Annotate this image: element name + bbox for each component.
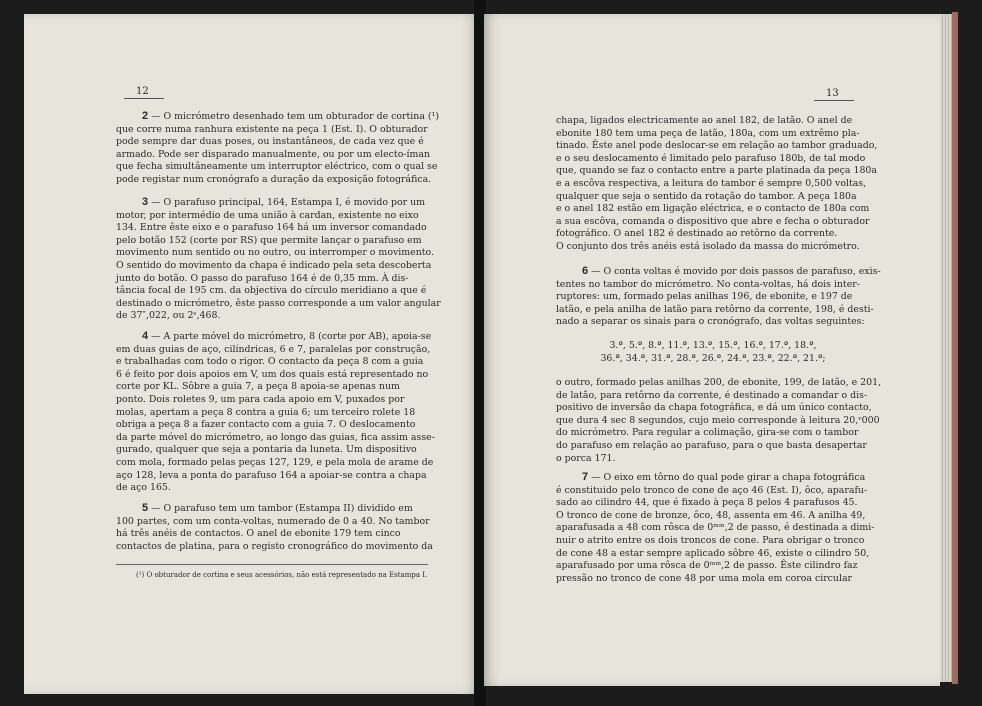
turn-numbers-line: 36.ª, 34.ª, 31.ª, 28.ª, 26.ª, 24.ª, 23.ª, 22.ª, 21.ª; [600, 353, 826, 364]
paragraph-line: motor, por intermédio de uma união à cardan, existente no eixo [116, 209, 419, 221]
paragraph-line: pode registar num cronógrafo a duração da exposição fotográfica. [116, 173, 432, 185]
paragraph-line: latão, e pela anilha de latão para retôrno da corrente, 198, é desti- [556, 303, 874, 315]
paragraph-line: 2 — O micrómetro desenhado tem um obturador de cortina (¹) [142, 110, 439, 122]
paragraph-line: junto do botão. O passo do parafuso 164 é de 0,35 mm. À dis- [116, 272, 409, 284]
paragraph-line: que, quando se faz o contacto entre a parte platinada da peça 180a [556, 165, 877, 177]
right-header-rule [814, 100, 854, 101]
paragraph-4 [116, 330, 435, 495]
paragraph-line: e trabalhadas com todo o rigor. O contacto da peça 8 com a guia [116, 356, 424, 368]
paragraph-line: armado. Pode ser disparado manualmente, ou por um electo-íman [116, 148, 431, 160]
paragraph-line: gurado, qualquer que seja a pontaria da luneta. Um dispositivo [116, 444, 417, 456]
paragraph-line: tinado. Êste anel pode deslocar-se em relação ao tambor graduado, [556, 140, 878, 152]
paragraph-line: há três anéis de contactos. O anel de ebonite 179 tem cinco [116, 528, 401, 540]
turn-number-list [556, 339, 870, 365]
paragraph-line: e o seu deslocamento é limitado pelo parafuso 180b, de tal modo [556, 152, 866, 164]
section-number-3: 3 [142, 196, 149, 208]
paragraph-line: qualquer que seja o sentido da rotação do tambor. A peça 180a [556, 190, 857, 202]
paragraph-line: tância focal de 195 cm. da objectiva do círculo meridiano a que é [116, 285, 427, 297]
paragraph-line: o porca 171. [556, 452, 616, 464]
paragraph-line: ponto. Dois roletes 9, um para cada apoio em V, puxados por [116, 393, 405, 405]
paragraph-line: O conjunto dos três anéis está isolado da massa do micrómetro. [556, 240, 860, 252]
paragraph-line: de aço 165. [116, 482, 171, 494]
paragraph-line: pode sempre dar duas poses, ou instantâneos, de cada vez que é [116, 136, 424, 148]
paragraph-line: 7 — O eixo em tôrno do qual pode girar a chapa fotográfica [582, 471, 866, 483]
section-number-4: 4 [142, 330, 149, 342]
paragraph-line: pressão no tronco de cone 48 por uma mola em coroa circular [556, 572, 853, 584]
paragraph-line: aparafusada a 48 com rôsca de 0ᵐᵐ,2 de passo, é destinada a dimi- [556, 522, 875, 534]
paragraph-line: 3 — O parafuso principal, 164, Estampa I, é movido por um [142, 196, 426, 208]
paragraph-line: corte por KL. Sôbre a guia 7, a peça 8 apoia-se apenas num [116, 381, 400, 393]
paragraph-line: o outro, formado pelas anilhas 200, de ebonite, 199, de latão, e 201, [556, 377, 882, 388]
paragraph-continued [556, 115, 878, 254]
paragraph-line: movimento num sentido ou no outro, ou interromper o movimento. [116, 247, 434, 259]
paragraph-line: molas, apertam a peça 8 contra a guia 6; um terceiro rolete 18 [116, 406, 416, 418]
paragraph-line: O sentido do movimento da chapa é indicado pela seta descoberta [116, 259, 432, 271]
footnote: (¹) O obturador de cortina e seus acessórios, não está representado na Estampa I. [136, 571, 428, 579]
paragraph-line: que corre numa ranhura existente na peça 1 (Est. I). O obturador [116, 123, 428, 135]
paragraph-line: obriga a peça 8 a fazer contacto com a guia 7. O deslocamento [116, 419, 416, 431]
section-number-6: 6 [582, 265, 589, 277]
book-cover-edge [952, 12, 958, 684]
paragraph-line: em duas guias de aço, cilíndricas, 6 e 7, paralelas por construção, [116, 343, 431, 355]
paragraph-line: tentes no tambor do micrómetro. No conta-voltas, há dois inter- [556, 278, 860, 290]
section-number-5: 5 [142, 502, 149, 514]
footnote-rule [116, 564, 428, 565]
paragraph-line: ruptores: um, formado pelas anilhas 196, de ebonite, e 197 de [556, 291, 853, 303]
paragraph-line: sado ao cilindro 44, que é fixado à peça 8 pelos 4 parafusos 45. [556, 497, 858, 509]
left-header-rule [124, 98, 164, 99]
left-page-number: 12 [136, 86, 149, 97]
paragraph-line: 6 — O conta voltas é movido por dois passos de parafuso, exis- [582, 265, 881, 277]
paragraph-line: 5 — O parafuso tem um tambor (Estampa II) dividido em [142, 502, 413, 514]
paragraph-line: nado a separar os sinais para o cronógrafo, das voltas seguintes: [556, 316, 865, 328]
paragraph-line: com mola, formado pelas peças 127, 129, e pela mola de arame de [116, 456, 434, 468]
paragraph-line: aço 128, leva a ponta do parafuso 164 a apoiar-se contra a chapa [116, 469, 427, 481]
paragraph-7 [556, 471, 875, 585]
paragraph-line: chapa, ligados electricamente ao anel 182, de latão. O anel de [556, 115, 853, 126]
paragraph-line: 100 partes, com um conta-voltas, numerado de 0 a 40. No tambor [116, 515, 430, 527]
paragraph-line: de cone 48 a estar sempre aplicado sôbre 46, existe o cilindro 50, [556, 547, 870, 559]
right-page-number: 13 [826, 88, 839, 99]
paragraph-line: e o anel 182 estão em ligação eléctrica, e o contacto de 180a com [556, 203, 870, 215]
paragraph-line: que dura 4 sec 8 segundos, cujo meio corresponde à leitura 20,ᵛ000 [556, 414, 880, 426]
turn-numbers-line: 3.ª, 5.ª, 8.ª, 11.ª, 13.ª, 15.ª, 16.ª, 17.ª, 18.ª, [609, 340, 817, 351]
paragraph-line: do micrómetro. Para regular a colimação, gira-se com o tambor [556, 427, 859, 439]
paragraph-line: é constituido pelo tronco de cone de aço 46 (Est. I), ôco, aparafu- [556, 484, 868, 496]
paragraph-line: e a escôva respectiva, a leitura do tambor é sempre 0,500 voltas, [556, 177, 867, 189]
paragraph-line: pelo botão 152 (corte por RS) que permite lançar o parafuso em [116, 234, 422, 246]
section-number-7: 7 [582, 471, 589, 483]
paragraph-2 [116, 110, 439, 187]
paragraph-line: positivo de inversão da chapa fotográfica, e dá um único contacto, [556, 402, 872, 414]
paragraph-line: de latão, para retôrno da corrente, é destinado a comandar o dis- [556, 389, 868, 401]
paragraph-line: de 37″,022, ou 2ˢ,468. [116, 310, 221, 322]
right-page [484, 14, 940, 686]
paragraph-line: a sua escôva, comanda o dispositivo que abre e fecha o obturador [556, 215, 870, 227]
paragraph-6-continued [556, 377, 882, 465]
paragraph-line: fotográfico. O anel 182 é destinado ao retôrno da corrente. [556, 228, 838, 240]
paragraph-line: destinado o micrómetro, êste passo corresponde a um valor angular [116, 297, 441, 309]
paragraph-line: 134. Entre êste eixo e o parafuso 164 há um inversor comandado [116, 222, 427, 234]
paragraph-line: O tronco de cone de bronze, ôco, 48, assenta em 46. A anilha 49, [556, 509, 866, 521]
paragraph-line: do parafuso em relação ao parafuso, para o que basta desapertar [556, 439, 867, 451]
paragraph-line: da parte móvel do micrómetro, ao longo das guias, fica assim asse- [116, 431, 435, 443]
paragraph-line: que fecha simultâneamente um interruptor eléctrico, com o qual se [116, 161, 438, 173]
paragraph-3 [116, 196, 441, 323]
paragraph-line: contactos de platina, para o registo cronográfico do movimento da [116, 540, 433, 552]
paragraph-line: nuir o atrito entre os dois troncos de cone. Para obrigar o tronco [556, 534, 865, 546]
paragraph-line: ebonite 180 tem uma peça de latão, 180a, com um extrêmo pla- [556, 127, 860, 139]
paragraph-line: aparafusado por uma rôsca de 0ᵐᵐ,2 de passo. Êste cilindro faz [556, 560, 858, 572]
paragraph-6 [556, 265, 881, 329]
paragraph-line: 6 é feito por dois apoios em V, um dos quais está representado no [116, 368, 429, 380]
paragraph-line: 4 — A parte móvel do micrómetro, 8 (corte por AB), apoia-se [142, 330, 432, 342]
section-number-2: 2 [142, 110, 149, 122]
paragraph-5 [116, 502, 433, 553]
left-page [24, 14, 478, 694]
